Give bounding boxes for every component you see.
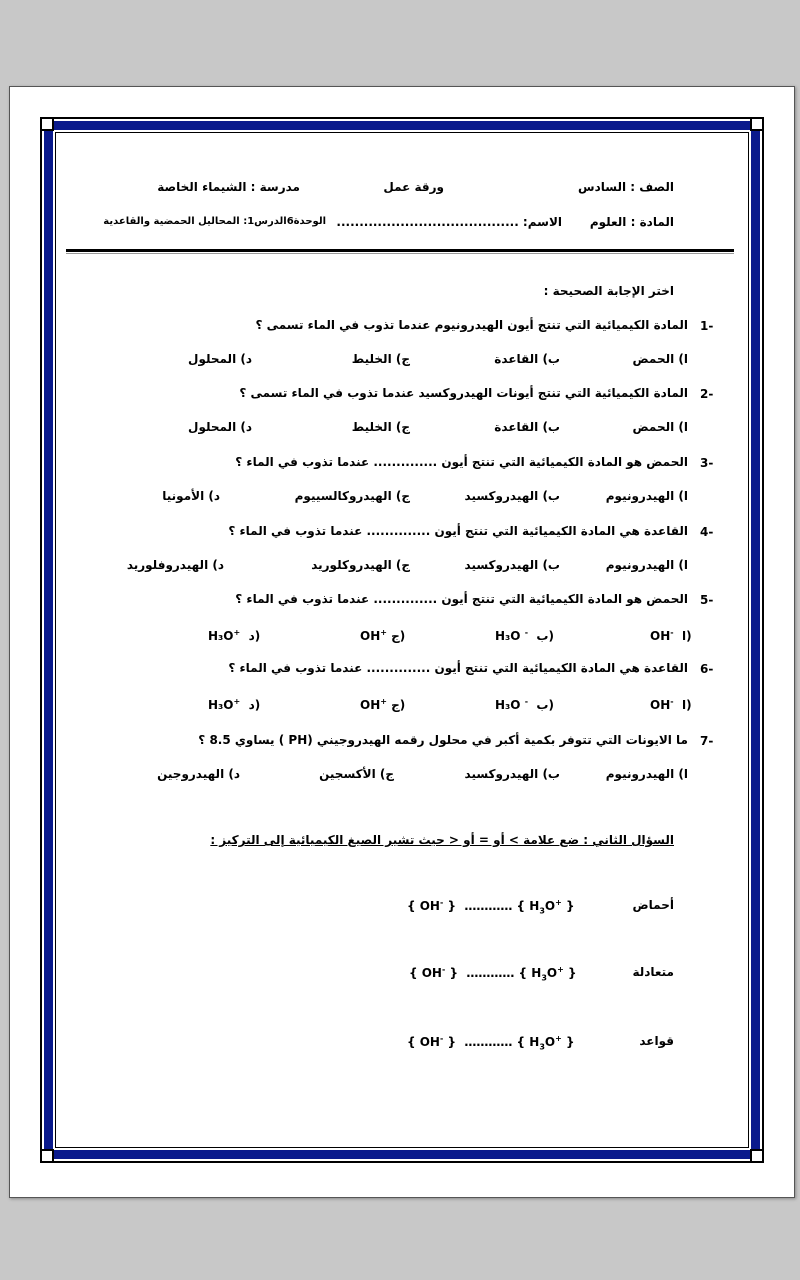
option-letter: ب) [536, 629, 554, 643]
school-name: مدرسة : الشيماء الخاصة [157, 180, 300, 194]
question-text: المادة الكيميائية التي تنتج أيونات الهيدروكسيد عندما تذوب في الماء تسمى ؟ [239, 386, 688, 400]
question-text: القاعدة هي المادة الكيميائية التي تنتج أيون .............. عندما تذوب في الماء ؟ [228, 524, 688, 538]
row-label-acids: أحماض [632, 898, 674, 912]
question-number: 1- [700, 319, 714, 333]
option-c[interactable]: OH+ ج) [360, 628, 406, 643]
row-label-neutral: متعادلة [632, 965, 674, 979]
comparison-neutral[interactable]: { OH- } ………… { $H_3O^+$ } [409, 965, 577, 983]
comparison-acids[interactable]: { OH- } ………… { $H_3O^+$ } [407, 898, 575, 916]
formula: OH [650, 698, 671, 712]
question-number: 5- [700, 593, 714, 607]
option-b[interactable]: ب) الهيدروكسيد [464, 767, 560, 781]
formula: OH [360, 629, 381, 643]
question-text: القاعدة هي المادة الكيميائية التي تنتج أيون .............. عندما تذوب في الماء ؟ [228, 661, 688, 675]
option-d[interactable]: د) الأمونيا [162, 489, 220, 503]
option-a[interactable]: ا) الهيدرونيوم [605, 767, 688, 781]
question-number: 6- [700, 662, 714, 676]
option-letter: ا) [681, 629, 692, 643]
unit-lesson-label: الوحدة6الدرس1: المحاليل الحمضية والقاعدية [103, 216, 326, 227]
blank[interactable]: ………… [464, 1035, 513, 1049]
formula: H₃O [495, 698, 521, 712]
option-d[interactable]: د) المحلول [188, 352, 252, 366]
question-number: 4- [700, 525, 714, 539]
formula: OH [650, 629, 671, 643]
option-b[interactable]: ب) الهيدروكسيد [464, 558, 560, 572]
option-letter: ب) [536, 698, 554, 712]
option-a[interactable]: OH- ا) [650, 628, 692, 643]
corner-ornament [40, 117, 54, 131]
formula: H₃O [208, 698, 234, 712]
option-d[interactable]: د) المحلول [188, 420, 252, 434]
option-letter: د) [248, 698, 261, 712]
option-c[interactable]: ج) الأكسجين [319, 767, 394, 781]
question-text: ما الايونات التي تتوفر بكمية أكبر في محلول رقمه الهيدروجيني (PH ) يساوي 8.5 ؟ [198, 733, 688, 747]
option-d[interactable]: د) الهيدروفلوريد [126, 558, 224, 572]
option-a[interactable]: ا) الهيدرونيوم [605, 489, 688, 503]
option-b[interactable]: H₃O - ب) [495, 628, 554, 643]
question-text: المادة الكيميائية التي تنتج أيون الهيدرونيوم عندما تذوب في الماء تسمى ؟ [255, 318, 688, 332]
option-letter: د) [248, 629, 261, 643]
section2-instruction: السؤال الثاني : ضع علامة > أو = أو < حيث تشير الصيغ الكيميائية إلى التركيز : [210, 833, 674, 847]
grade-label: الصف : السادس [578, 180, 674, 194]
option-c[interactable]: OH+ ج) [360, 697, 406, 712]
question-number: 2- [700, 387, 714, 401]
option-c[interactable]: ج) الخليط [351, 420, 410, 434]
question-number: 3- [700, 456, 714, 470]
header-divider [66, 249, 734, 252]
formula: H₃O [208, 629, 234, 643]
corner-ornament [40, 1149, 54, 1163]
option-b[interactable]: ب) القاعدة [494, 352, 560, 366]
option-c[interactable]: ج) الهيدروكالسييوم [294, 489, 410, 503]
option-a[interactable]: ا) الهيدرونيوم [605, 558, 688, 572]
comparison-bases[interactable]: { OH- } ………… { $H_3O^+$ } [407, 1034, 575, 1052]
option-b[interactable]: ب) الهيدروكسيد [464, 489, 560, 503]
option-b[interactable]: H₃O - ب) [495, 697, 554, 712]
question-number: 7- [700, 734, 714, 748]
option-d[interactable]: H₃O+ د) [208, 697, 261, 712]
section1-instruction: اختر الإجابة الصحيحة : [543, 284, 674, 298]
formula: OH [360, 698, 381, 712]
option-c[interactable]: ج) الخليط [351, 352, 410, 366]
worksheet-title: ورقة عمل [383, 180, 444, 194]
formula: H₃O [495, 629, 521, 643]
subject-label: المادة : العلوم [589, 215, 674, 229]
option-letter: ج) [391, 698, 406, 712]
option-letter: ا) [681, 698, 692, 712]
blank[interactable]: ………… [466, 966, 515, 980]
header-divider-shadow [66, 253, 734, 254]
corner-ornament [750, 1149, 764, 1163]
corner-ornament [750, 117, 764, 131]
blank[interactable]: ………… [464, 899, 513, 913]
question-text: الحمض هو المادة الكيميائية التي تنتج أيون .............. عندما تذوب في الماء ؟ [235, 592, 688, 606]
option-a[interactable]: ا) الحمض [632, 352, 688, 366]
option-d[interactable]: د) الهيدروجين [157, 767, 240, 781]
option-a[interactable]: ا) الحمض [632, 420, 688, 434]
row-label-bases: قواعد [639, 1034, 674, 1048]
question-text: الحمض هو المادة الكيميائية التي تنتج أيون .............. عندما تذوب في الماء ؟ [235, 455, 688, 469]
option-a[interactable]: OH- ا) [650, 697, 692, 712]
student-name-field[interactable]: الاسم: ........................................ [336, 215, 562, 229]
option-letter: ج) [391, 629, 406, 643]
option-b[interactable]: ب) القاعدة [494, 420, 560, 434]
option-c[interactable]: ج) الهيدروكلوريد [311, 558, 410, 572]
option-d[interactable]: H₃O+ د) [208, 628, 261, 643]
